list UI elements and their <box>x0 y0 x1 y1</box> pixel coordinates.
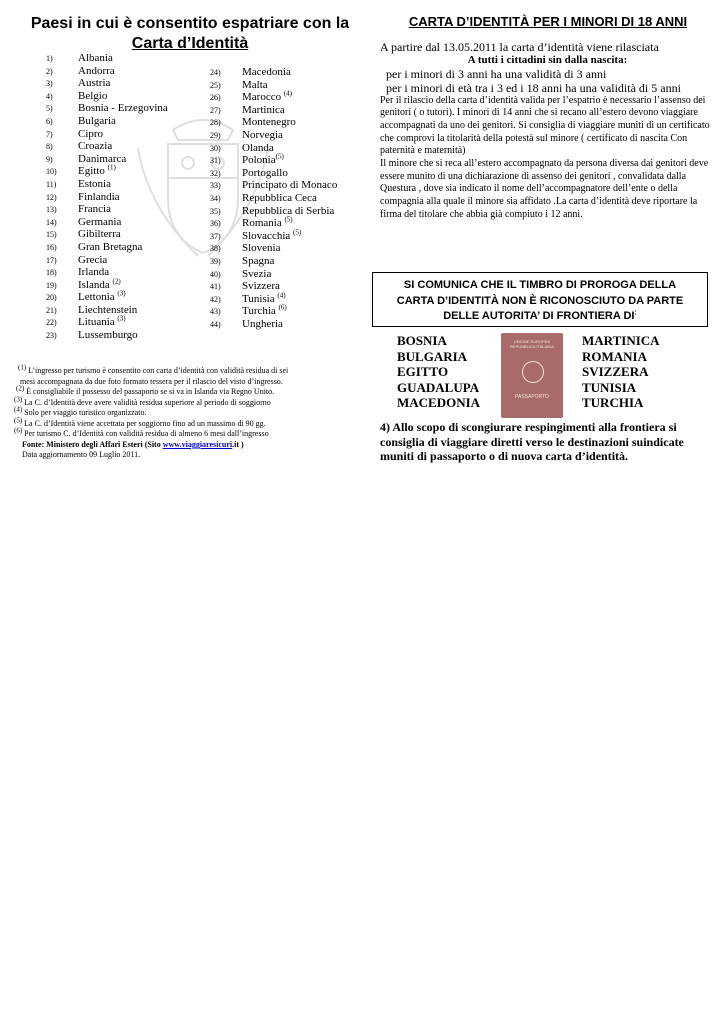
list-item: 10) Egitto $^{(1)}$ <box>46 163 116 178</box>
list-item: 24) Macedonia <box>210 66 291 78</box>
list-item: 41) Svizzera <box>210 280 280 293</box>
list-item: 7) Cipro <box>46 127 104 140</box>
list-item: BOSNIA <box>397 333 447 348</box>
paragraph-consent: Per il rilascio della carta d’identità valida per l’espatrio è necessario l’assenso dei genitori ( o tutori). I minori di 14 anni che si recano all’estero devono viaggiare accompagnati da uno dei genitori. Si consiglia di viaggiare muniti di un certificato che comprovi la titolarità della potestà sul minore ( certificato di nascita Con paternità e maternità) <box>380 94 710 157</box>
source-line: Fonte: Ministero degli Affari Esteri (Sito www.viaggiaresicuri.it ) <box>22 439 244 449</box>
footnote: $^{(4)}$ Solo per viaggio turistico organizzato. <box>14 405 147 417</box>
list-item: 20) Lettonia $^{(3)}$ <box>46 289 126 304</box>
footnote: $^{(1)}$ L’ingresso per turismo è consentito con carta d’identità con validità residua di sei <box>18 363 289 375</box>
notice-line: SI COMUNICA CHE IL TIMBRO DI PROROGA DELLA <box>403 279 677 291</box>
list-item: 23) Lussemburgo <box>46 329 138 342</box>
left-title-text: Paesi in cui è consentito espatriare con la <box>30 15 350 32</box>
border-countries-right <box>582 333 660 411</box>
list-item: 34) Repubblica Ceca <box>210 191 317 204</box>
passport-icon: UNIONE EUROPEA REPUBBLICA ITALIANA PASSAPORTO <box>501 333 563 418</box>
list-item: 40) Svezia <box>210 267 272 280</box>
notice-line: CARTA D’IDENTITÀ NON È RICONOSCIUTO DA PARTE <box>396 294 684 307</box>
list-item: GUADALUPA <box>397 379 480 395</box>
source-link[interactable]: www.viaggiaresicuri <box>162 439 233 449</box>
footnote: mesi accompagnata da due foto formato tessera per il rilascio del visto d’ingresso. <box>18 376 283 386</box>
list-item: 15) Gibilterra <box>46 228 121 241</box>
intro-text: A partire dal 13.05.2011 la carta d’identità viene rilasciata <box>380 40 659 54</box>
emblem-icon <box>522 361 544 383</box>
list-item: 21) Liechtenstein <box>46 303 138 316</box>
country-list-col2 <box>210 66 337 330</box>
list-item: SVIZZERA <box>582 364 649 379</box>
left-title <box>20 14 360 54</box>
list-item: 22) Lituania $^{(3)}$ <box>46 314 126 329</box>
list-item: 33) Principato di Monaco <box>210 179 338 192</box>
list-item: 26) Marocco $^{(4)}$ <box>210 89 293 104</box>
list-item: 17) Grecia <box>46 253 108 266</box>
country-list-col1 <box>46 52 168 342</box>
list-item: 43) Turchia $^{(6)}$ <box>210 303 287 318</box>
list-item: 19) Islanda $^{(2)}$ <box>46 277 121 291</box>
list-item: 4) Belgio <box>46 89 108 102</box>
footnote: $^{(2)}$ È consigliabile il possesso del passaporto se si va in Islanda via Regno Unito. <box>16 384 275 396</box>
list-item: 28) Montenegro <box>210 116 296 129</box>
list-item: 16) Gran Bretagna <box>46 240 143 253</box>
list-item: 42) Tunisia $^{(4)}$ <box>210 291 286 305</box>
list-item: 39) Spagna <box>210 254 275 267</box>
list-item: 38) Slovenia <box>210 242 281 255</box>
paragraph-accompanied: Il minore che si reca all’estero accompagnato da persona diversa dai genitori deve essere munito di una dichiarazione di assenso dei genitori , convalidata dalla Questura , dove sia indicato il nome dell’accompagnatore dell’ente o della compagnia alla quale il minore sia affidato .La carta d’identità deve riportare la firma del titolare che abbia già compiuto i 12 anni. <box>380 158 709 220</box>
list-item: 31) Polonia$^{(5)}$ <box>210 152 284 167</box>
all-citizens-heading: A tutti i cittadini sin dalla nascita: <box>467 54 628 66</box>
list-item: 11) Estonia <box>46 177 111 190</box>
footnotes <box>14 363 359 461</box>
left-title-underlined: Carta d’Identità <box>131 35 249 52</box>
list-item: 44) Ungheria <box>210 317 283 330</box>
list-item: 18) Irlanda <box>46 266 110 279</box>
list-item: MACEDONIA <box>397 395 481 410</box>
minors-section <box>380 40 715 222</box>
validity-3to18: per i minori di età tra i 3 ed i 18 anni ha una validità di 5 anni <box>386 80 681 95</box>
list-item: 6) Bulgaria <box>46 114 116 127</box>
list-item: 9) Danimarca <box>46 152 127 165</box>
right-title: CARTA D’IDENTITÀ PER I MINORI DI 18 ANNI <box>408 14 688 29</box>
list-item: 27) Martinica <box>210 103 285 116</box>
list-item: MARTINICA <box>582 333 660 348</box>
list-item: 1) Albania <box>46 52 113 64</box>
list-item: ROMANIA <box>582 348 647 364</box>
list-item: 13) Francia <box>46 203 111 216</box>
notice-line: DELLE AUTORITA’ DI FRONTIERA DI: <box>443 309 637 322</box>
border-countries-left <box>397 333 480 411</box>
list-item: 25) Malta <box>210 78 268 91</box>
list-item: 5) Bosnia - Erzegovina <box>46 102 168 115</box>
list-item: 35) Repubblica di Serbia <box>210 204 335 217</box>
update-date: Data aggiornamento 09 Luglio 2011. <box>22 450 141 459</box>
footnote: $^{(5)}$ La C. d’Identità viene accettata per soggiorno fino ad un massimo di 90 gg. <box>14 415 266 428</box>
list-item: 12) Finlandia <box>46 190 120 203</box>
final-note: 4) Allo scopo di scongiurare respingimenti alla frontiera si consiglia di viaggiare diretti verso le destinazioni suindicate muniti di passaporto o di nuova carta d’identità. <box>380 420 684 463</box>
list-item: BULGARIA <box>397 348 468 364</box>
validity-under3: per i minori di 3 anni ha una validità di 3 anni <box>386 66 607 81</box>
list-item: 14) Germania <box>46 215 122 228</box>
notice-box <box>372 272 708 327</box>
list-item: 29) Norvegia <box>210 128 283 141</box>
list-item: 30) Olanda <box>210 141 274 154</box>
footnote: $^{(3)}$ La C. d’Identità deve avere validità residua superiore al periodo di soggiorno <box>14 394 271 407</box>
list-item: TUNISIA <box>582 379 637 395</box>
list-item: 32) Portogallo <box>210 166 288 179</box>
list-item: 2) Andorra <box>46 64 115 77</box>
list-item: 3) Austria <box>46 77 111 90</box>
list-item: 36) Romania $^{(5)}$ <box>210 215 293 230</box>
list-item: EGITTO <box>397 364 449 379</box>
footnote: $^{(6)}$ Per turismo C. d’Identità con validità residua di almeno 6 mesi dall’ingresso <box>14 426 269 438</box>
list-item: 37) Slovacchia $^{(5)}$ <box>210 228 302 242</box>
list-item: 8) Croazia <box>46 140 113 153</box>
list-item: TURCHIA <box>582 395 644 410</box>
